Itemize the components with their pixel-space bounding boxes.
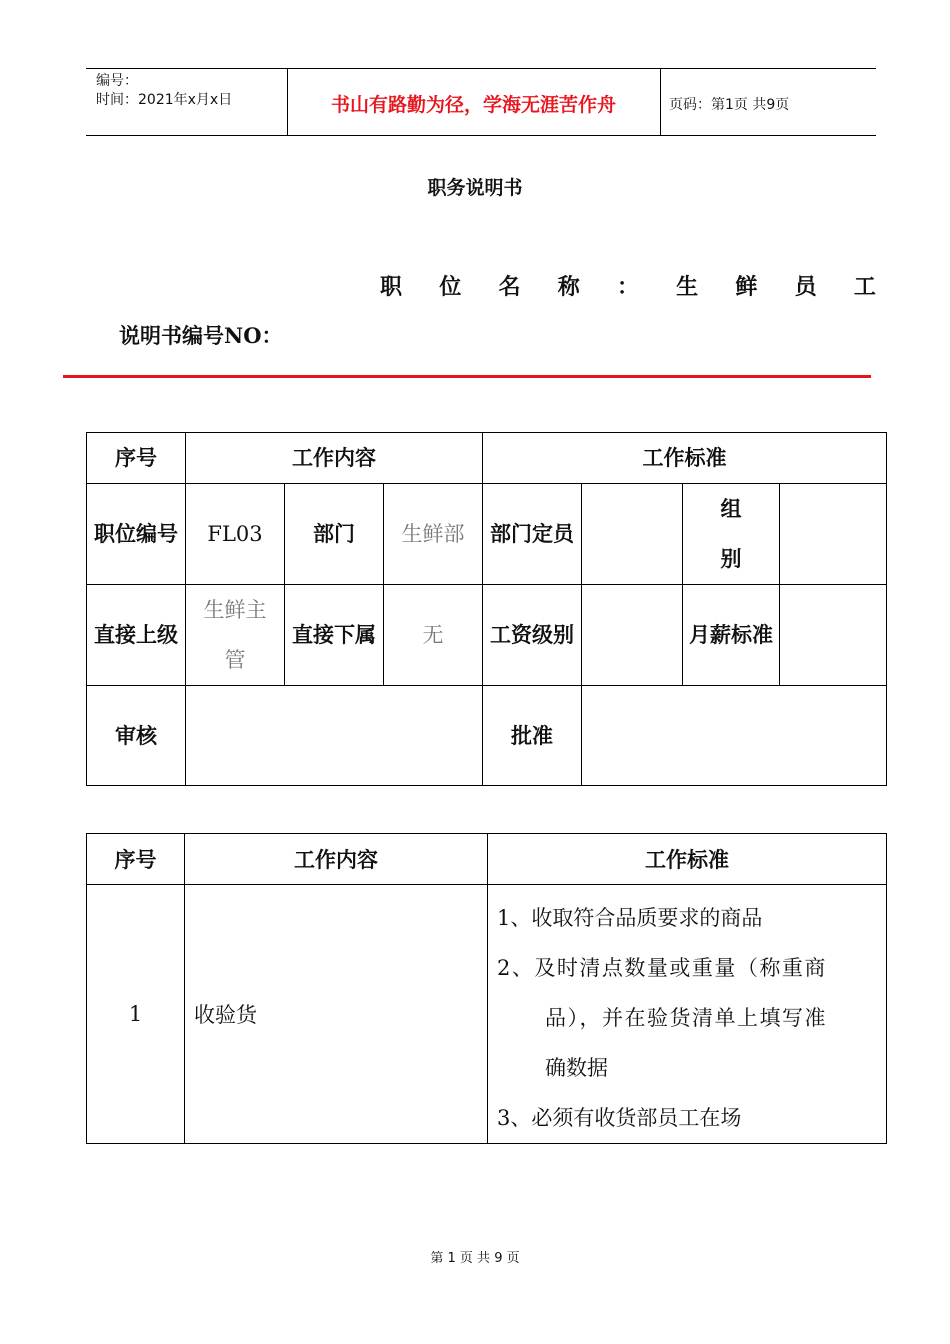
standard-line: 1、收取符合品质要求的商品 (497, 906, 763, 930)
header-top-rule (86, 68, 876, 69)
value-direct-superior: 生鲜主管 (186, 585, 285, 686)
position-char: 位 (439, 275, 462, 300)
label-position-number: 职位编号 (87, 484, 186, 585)
standard-line: 确数据 (545, 1056, 608, 1080)
standard-line: 3、必须有收货部员工在场 (497, 1106, 742, 1130)
label-approve: 批准 (483, 686, 582, 786)
value-direct-subordinate: 无 (384, 585, 483, 686)
value-department: 生鲜部 (384, 484, 483, 585)
value-salary-grade (582, 585, 683, 686)
table-header-row (87, 433, 887, 484)
header-standard: 工作标准 (483, 433, 887, 484)
position-name (380, 270, 876, 301)
label-staff-quota: 部门定员 (483, 484, 582, 585)
duty-content: 收验货 (185, 885, 488, 1144)
header-content: 工作内容 (186, 433, 483, 484)
value-position-number: FL03 (186, 484, 285, 585)
label-review: 审核 (87, 686, 186, 786)
label-direct-superior: 直接上级 (87, 585, 186, 686)
value-approve (582, 686, 887, 786)
table-row (87, 885, 887, 1144)
value-monthly-salary (780, 585, 887, 686)
duty-standard (488, 885, 887, 1144)
document-number-label: 说明书编号NO： (119, 323, 283, 348)
table-header-row (87, 834, 887, 885)
position-info-table (86, 432, 887, 786)
header-number: 编号： (96, 73, 138, 89)
header-page-number: 页码：第1页 共9页 (669, 97, 790, 113)
value-staff-quota (582, 484, 683, 585)
position-char: 生 (676, 275, 699, 300)
table-row (87, 585, 887, 686)
header-time: 时间：2021年x月x日 (96, 92, 233, 108)
position-char: 鲜 (735, 275, 758, 300)
header-standard: 工作标准 (488, 834, 887, 885)
table-row (87, 686, 887, 786)
standard-line: 2、及时清点数量或重量（称重商 (497, 956, 827, 980)
duties-table (86, 833, 887, 1144)
standard-line: 品），并在验货清单上填写准 (545, 1006, 827, 1030)
label-monthly-salary: 月薪标准 (683, 585, 780, 686)
position-char: 工 (853, 275, 876, 300)
document-title: 职务说明书 (427, 177, 523, 199)
header-meta (96, 72, 232, 110)
value-review (186, 686, 483, 786)
red-divider (63, 375, 871, 378)
position-char: ： (616, 275, 639, 300)
duty-seq: 1 (87, 885, 185, 1144)
header-content: 工作内容 (185, 834, 488, 885)
position-char: 员 (794, 275, 817, 300)
header-bottom-rule (86, 135, 876, 136)
value-group (780, 484, 887, 585)
header-seq: 序号 (87, 433, 186, 484)
position-char: 名 (498, 275, 521, 300)
label-direct-subordinate: 直接下属 (285, 585, 384, 686)
label-department: 部门 (285, 484, 384, 585)
page-footer: 第 1 页 共 9 页 (430, 1251, 520, 1266)
position-char: 称 (557, 275, 580, 300)
header-divider (660, 68, 661, 136)
label-group: 组别 (683, 484, 780, 585)
label-salary-grade: 工资级别 (483, 585, 582, 686)
header-seq: 序号 (87, 834, 185, 885)
table-row (87, 484, 887, 585)
header-motto: 书山有路勤为径，学海无涯苦作舟 (330, 94, 616, 116)
position-char: 职 (380, 275, 403, 300)
